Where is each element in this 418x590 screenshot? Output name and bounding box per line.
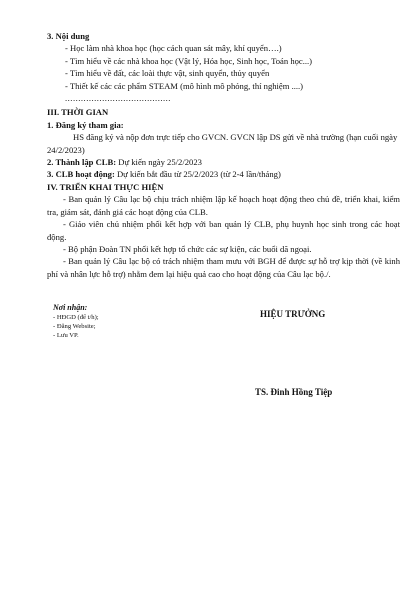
- founding-label: 2. Thành lập CLB:: [47, 157, 119, 168]
- section-implementation-heading: IV. TRIỂN KHAI THỰC HIỆN: [47, 181, 164, 192]
- implementation-paragraph: - Bộ phận Đoàn TN phối kết hợp tổ chức các sự kiện, các buổi dã ngoại.: [63, 243, 312, 254]
- recipient-item: - HĐGD (để t/h);: [53, 314, 99, 322]
- recipients-block: [53, 302, 99, 340]
- founding-line: [47, 156, 400, 168]
- recipient-item: - Lưu VP.: [53, 332, 79, 340]
- recipients-title: Nơi nhận:: [53, 303, 88, 313]
- signer-name: TS. Đinh Hồng Tiệp: [255, 387, 333, 398]
- dotted-placeholder: ........................................: [65, 93, 171, 104]
- implementation-paragraph: - Ban quản lý Câu lạc bộ có trách nhiệm tham mưu với BGH để được sự hỗ trợ kịp thời (về kinh phí và nhân lực hỗ trợ) nhằm đem lại hiệu quả cao cho hoạt động của Câu lạc bộ./.: [47, 256, 400, 279]
- content-item: - Học làm nhà khoa học (học cách quan sát mây, khí quyển….): [65, 43, 282, 54]
- activity-value: Dự kiến bắt đầu từ 25/2/2023 (từ 2-4 lần/tháng): [116, 169, 281, 180]
- content-item: - Tìm hiểu về các nhà khoa học (Vật lý, Hóa học, Sinh học, Toán học...): [65, 55, 313, 66]
- register-heading: 1. Đăng ký tham gia:: [47, 119, 124, 130]
- activity-line: [47, 168, 400, 180]
- signer-title: HIỆU TRƯỞNG: [260, 309, 326, 320]
- section-time-heading: III. THỜI GIAN: [47, 107, 109, 118]
- register-text: HS đăng ký và nộp đơn trực tiếp cho GVCN. GVCN lập DS gửi về nhà trường (hạn cuối ngày 24/2/2023): [47, 132, 398, 155]
- recipient-item: - Đăng Website;: [53, 323, 96, 331]
- section-content-heading: 3. Nội dung: [47, 31, 90, 41]
- content-item: - Tìm hiểu về đất, các loài thực vật, sinh quyển, thủy quyển: [65, 68, 270, 79]
- document-footer: [47, 302, 400, 398]
- implementation-paragraph: - Giáo viên chủ nhiệm phối kết hợp với ban quản lý CLB, phụ huynh học sinh trong các hoạt động.: [47, 219, 400, 242]
- content-item: - Thiết kế các các phẩm STEAM (mô hình mô phỏng, thí nghiệm ....): [65, 80, 304, 91]
- founding-value: Dự kiến ngày 25/2/2023: [118, 157, 202, 168]
- implementation-paragraph: - Ban quản lý Câu lạc bộ chịu trách nhiệm lập kế hoạch hoạt động theo chủ đề, triển khai, kiểm tra, giám sát, đánh giá các hoạt động của CLB.: [47, 194, 400, 217]
- activity-label: 3. CLB hoạt động:: [47, 169, 117, 180]
